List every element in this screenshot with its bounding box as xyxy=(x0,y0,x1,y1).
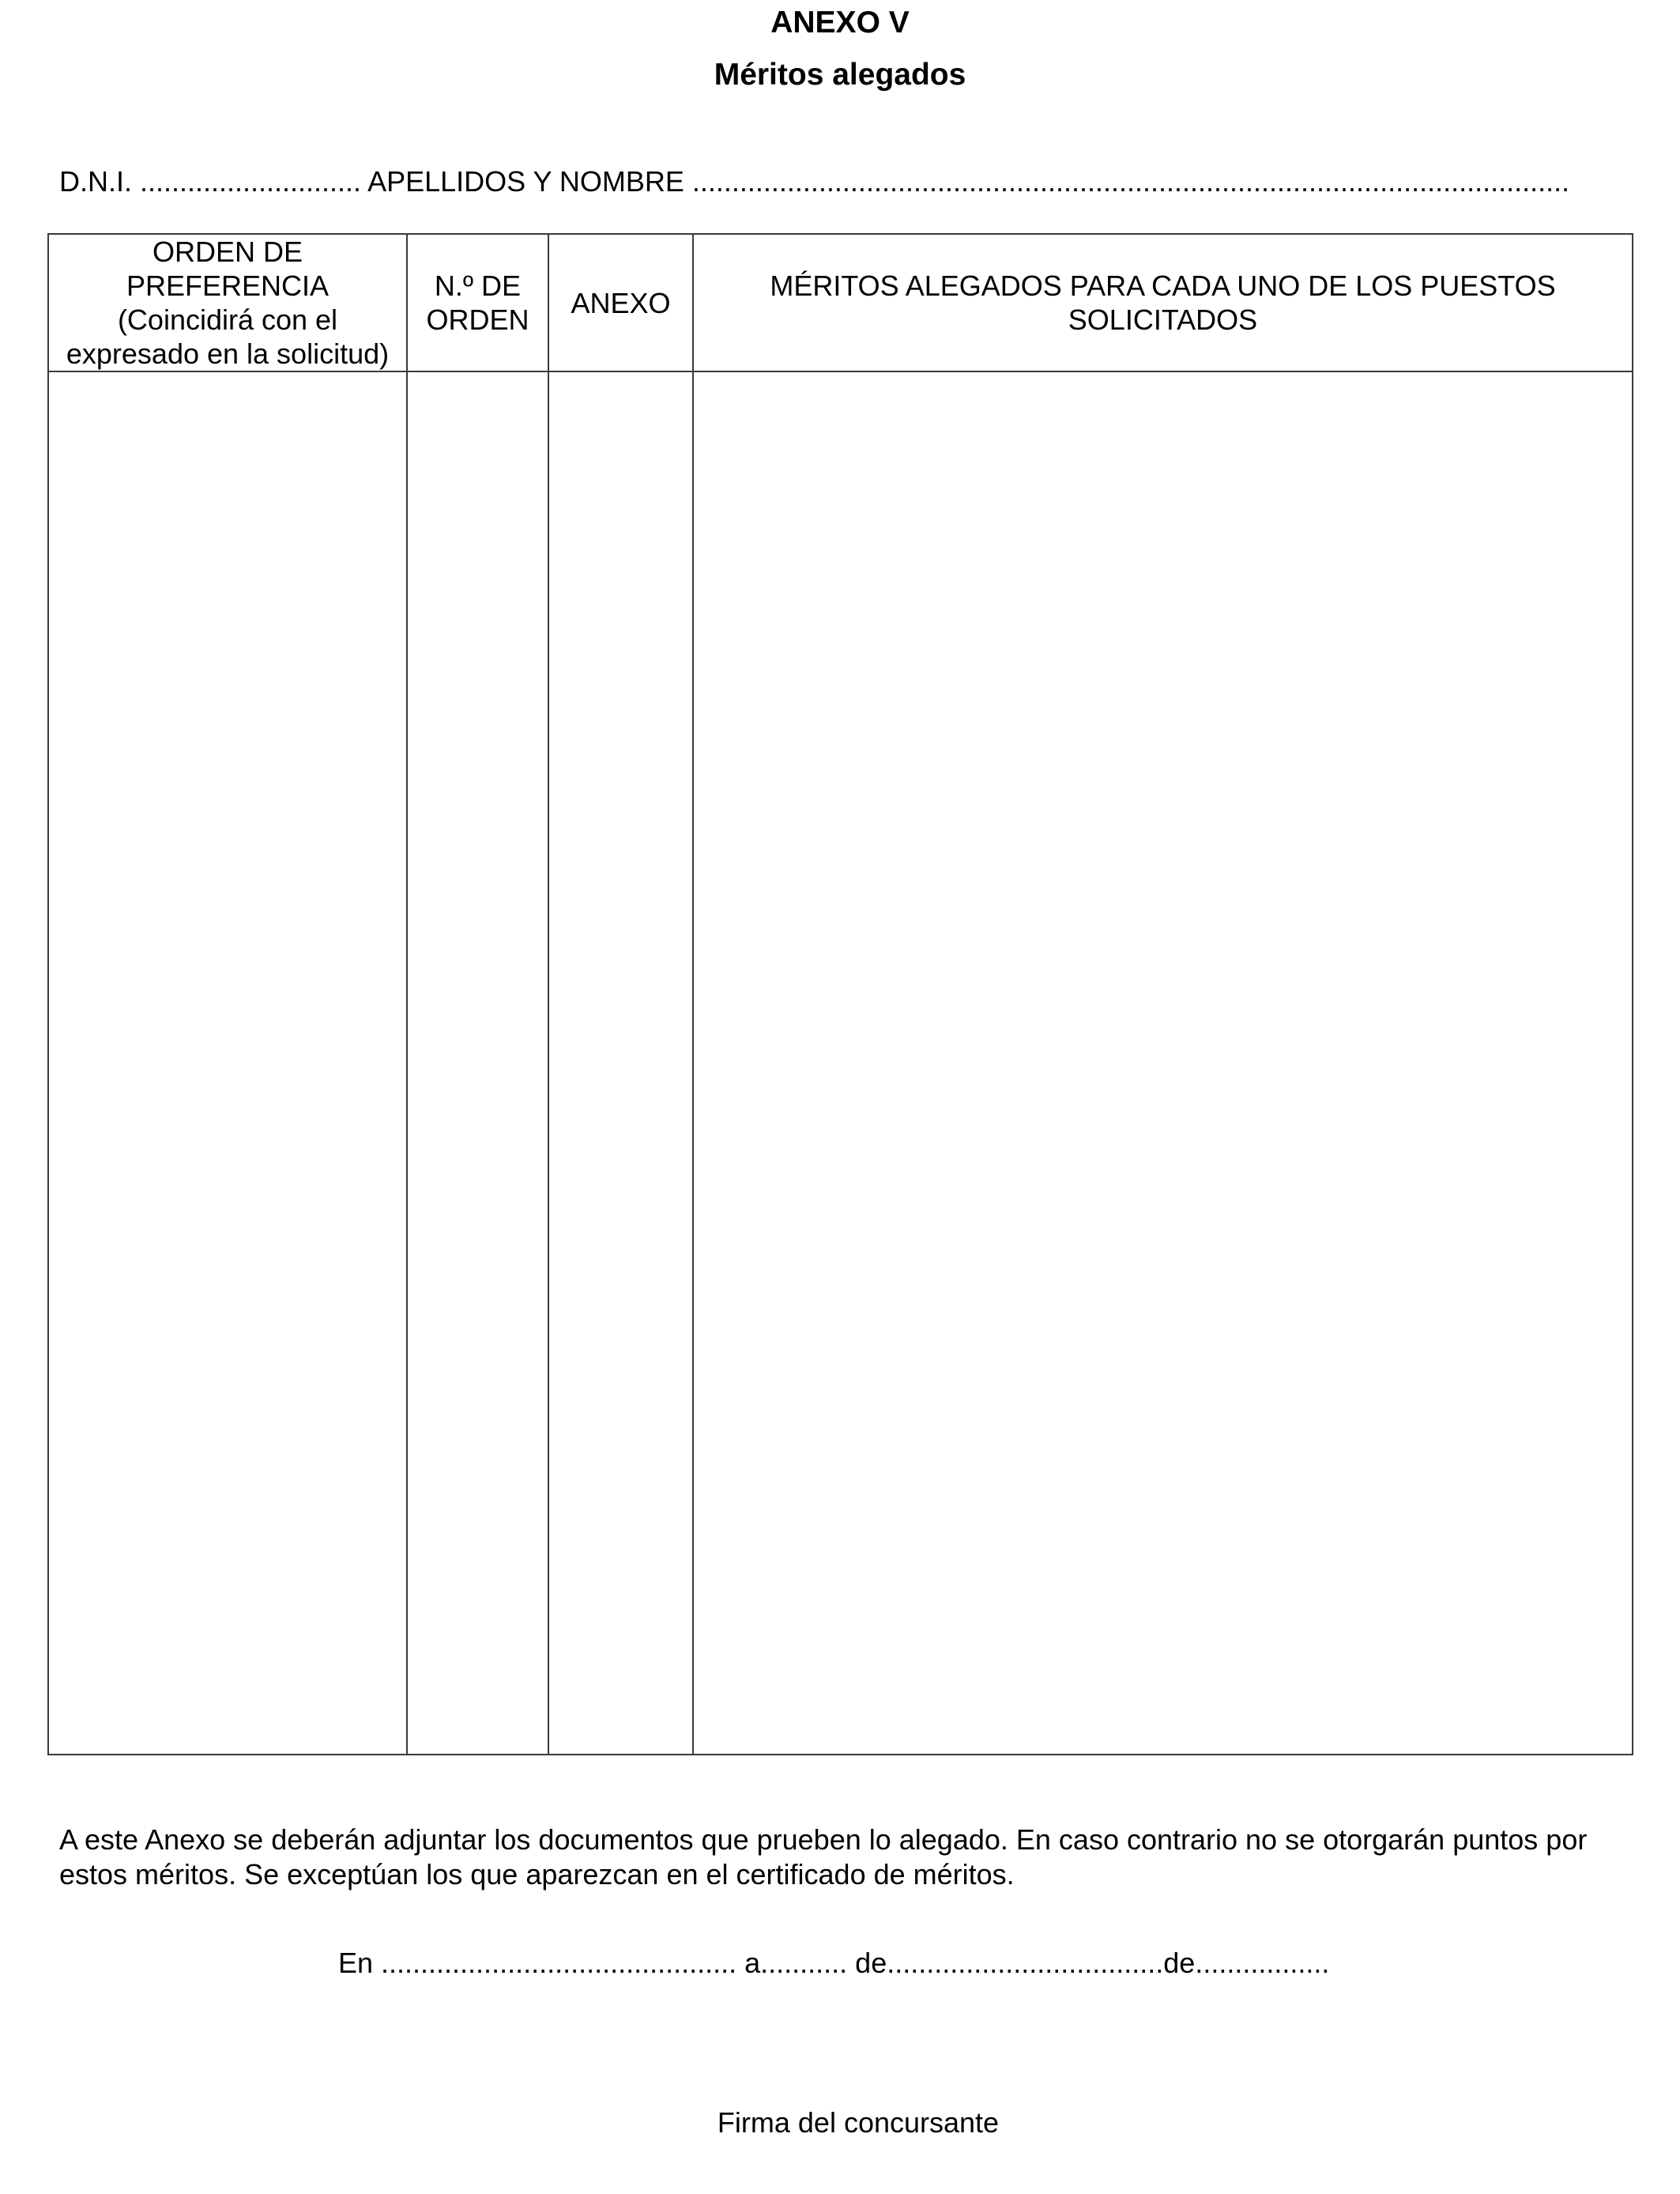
header-merits xyxy=(693,234,1633,371)
header-preference-order xyxy=(48,234,407,371)
header-annex xyxy=(548,234,693,371)
cell-preference-order[interactable] xyxy=(48,371,407,1755)
place-date-line: En ............................................. a........... de...................................de................. xyxy=(338,1947,1330,1979)
cell-order-number[interactable] xyxy=(407,371,548,1755)
cell-annex[interactable] xyxy=(548,371,693,1755)
signature-label: Firma del concursante xyxy=(717,2106,1000,2139)
annex-subtitle: Méritos alegados xyxy=(714,58,966,92)
header-order-number-label: N.º DE ORDEN xyxy=(426,270,529,336)
table-header-row xyxy=(48,234,1633,371)
merits-table xyxy=(47,233,1633,1755)
header-merits-label: MÉRITOS ALEGADOS PARA CADA UNO DE LOS PUESTOS SOLICITADOS xyxy=(770,270,1556,336)
header-order-number xyxy=(407,234,548,371)
cell-merits[interactable] xyxy=(693,371,1633,1755)
header-annex-label: ANEXO xyxy=(571,286,671,319)
dni-name-line: D.N.I. ............................ APELLIDOS Y NOMBRE ............................................................................................................... xyxy=(59,165,1570,198)
annex-title: ANEXO V xyxy=(770,6,910,40)
attachment-note: A este Anexo se deberán adjuntar los documentos que prueben lo alegado. En caso contrario no se otorgarán puntos por estos méritos. Se exceptúan los que aparezcan en el certificado de méritos. xyxy=(59,1823,1588,1891)
header-preference-order-label: ORDEN DE PREFERENCIA (Coincidirá con el expresado en la solicitud) xyxy=(66,236,390,370)
table-row xyxy=(48,371,1633,1755)
